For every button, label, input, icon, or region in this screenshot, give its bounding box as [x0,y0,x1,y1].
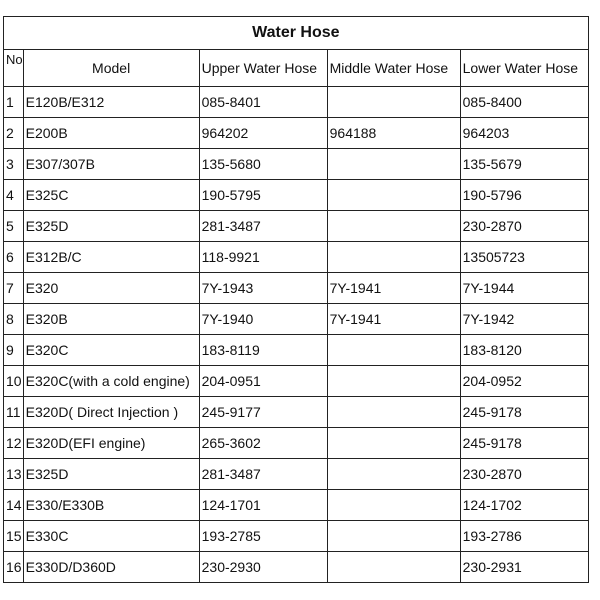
cell-lower-water-hose: 7Y-1944 [460,273,588,304]
cell-middle-water-hose [327,366,460,397]
cell-middle-water-hose [327,490,460,521]
cell-middle-water-hose: 964188 [327,118,460,149]
cell-lower-water-hose: 230-2870 [460,211,588,242]
cell-upper-water-hose: 230-2930 [199,552,327,583]
cell-model: E307/307B [23,149,199,180]
cell-model: E330D/D360D [23,552,199,583]
cell-lower-water-hose: 204-0952 [460,366,588,397]
cell-model: E312B/C [23,242,199,273]
cell-no: 12 [4,428,24,459]
cell-middle-water-hose [327,242,460,273]
cell-model: E320D(EFI engine) [23,428,199,459]
cell-lower-water-hose: 230-2870 [460,459,588,490]
table-row [4,273,589,304]
cell-middle-water-hose [327,87,460,118]
cell-lower-water-hose: 085-8400 [460,87,588,118]
header-upper-water-hose: Upper Water Hose [199,50,327,87]
table-row [4,211,589,242]
cell-no: 13 [4,459,24,490]
table-row [4,242,589,273]
cell-middle-water-hose [327,397,460,428]
cell-no: 5 [4,211,24,242]
cell-upper-water-hose: 085-8401 [199,87,327,118]
cell-upper-water-hose: 118-9921 [199,242,327,273]
cell-model: E330C [23,521,199,552]
cell-middle-water-hose: 7Y-1941 [327,273,460,304]
header-middle-water-hose: Middle Water Hose [327,50,460,87]
cell-model: E200B [23,118,199,149]
cell-model: E325D [23,211,199,242]
cell-middle-water-hose [327,459,460,490]
water-hose-table [3,16,589,583]
cell-no: 6 [4,242,24,273]
cell-upper-water-hose: 265-3602 [199,428,327,459]
cell-model: E325C [23,180,199,211]
cell-lower-water-hose: 964203 [460,118,588,149]
cell-no: 8 [4,304,24,335]
table-row [4,366,589,397]
cell-lower-water-hose: 193-2786 [460,521,588,552]
cell-lower-water-hose: 124-1702 [460,490,588,521]
cell-no: 3 [4,149,24,180]
header-lower-water-hose: Lower Water Hose [460,50,588,87]
cell-no: 11 [4,397,24,428]
cell-middle-water-hose [327,180,460,211]
cell-no: 4 [4,180,24,211]
table-header-row [4,50,589,87]
table-row [4,552,589,583]
cell-lower-water-hose: 135-5679 [460,149,588,180]
cell-middle-water-hose [327,149,460,180]
cell-no: 14 [4,490,24,521]
cell-no: 2 [4,118,24,149]
water-hose-table-container [3,16,589,583]
table-row [4,149,589,180]
cell-upper-water-hose: 281-3487 [199,459,327,490]
cell-lower-water-hose: 230-2931 [460,552,588,583]
cell-upper-water-hose: 135-5680 [199,149,327,180]
table-title-row [4,17,589,50]
table-row [4,180,589,211]
cell-upper-water-hose: 190-5795 [199,180,327,211]
table-row [4,521,589,552]
cell-no: 16 [4,552,24,583]
cell-model: E320C [23,335,199,366]
cell-model: E320 [23,273,199,304]
cell-no: 9 [4,335,24,366]
table-row [4,490,589,521]
cell-no: 1 [4,87,24,118]
header-no: No [4,50,24,87]
cell-upper-water-hose: 124-1701 [199,490,327,521]
table-row [4,87,589,118]
cell-no: 10 [4,366,24,397]
cell-upper-water-hose: 183-8119 [199,335,327,366]
cell-middle-water-hose [327,335,460,366]
cell-model: E120B/E312 [23,87,199,118]
cell-upper-water-hose: 7Y-1943 [199,273,327,304]
cell-upper-water-hose: 204-0951 [199,366,327,397]
cell-model: E325D [23,459,199,490]
cell-lower-water-hose: 190-5796 [460,180,588,211]
table-row [4,335,589,366]
table-row [4,428,589,459]
cell-middle-water-hose: 7Y-1941 [327,304,460,335]
cell-upper-water-hose: 964202 [199,118,327,149]
cell-no: 7 [4,273,24,304]
cell-middle-water-hose [327,211,460,242]
table-row [4,304,589,335]
header-model: Model [23,50,199,87]
cell-middle-water-hose [327,428,460,459]
table-title: Water Hose [4,17,589,50]
cell-upper-water-hose: 193-2785 [199,521,327,552]
table-row [4,459,589,490]
table-row [4,397,589,428]
cell-lower-water-hose: 245-9178 [460,397,588,428]
cell-middle-water-hose [327,552,460,583]
cell-lower-water-hose: 13505723 [460,242,588,273]
cell-upper-water-hose: 281-3487 [199,211,327,242]
cell-model: E320D( Direct Injection ) [23,397,199,428]
table-body [4,87,589,583]
cell-lower-water-hose: 245-9178 [460,428,588,459]
cell-model: E320B [23,304,199,335]
table-row [4,118,589,149]
cell-model: E330/E330B [23,490,199,521]
cell-model: E320C(with a cold engine) [23,366,199,397]
cell-lower-water-hose: 7Y-1942 [460,304,588,335]
cell-no: 15 [4,521,24,552]
cell-upper-water-hose: 7Y-1940 [199,304,327,335]
cell-lower-water-hose: 183-8120 [460,335,588,366]
cell-middle-water-hose [327,521,460,552]
cell-upper-water-hose: 245-9177 [199,397,327,428]
